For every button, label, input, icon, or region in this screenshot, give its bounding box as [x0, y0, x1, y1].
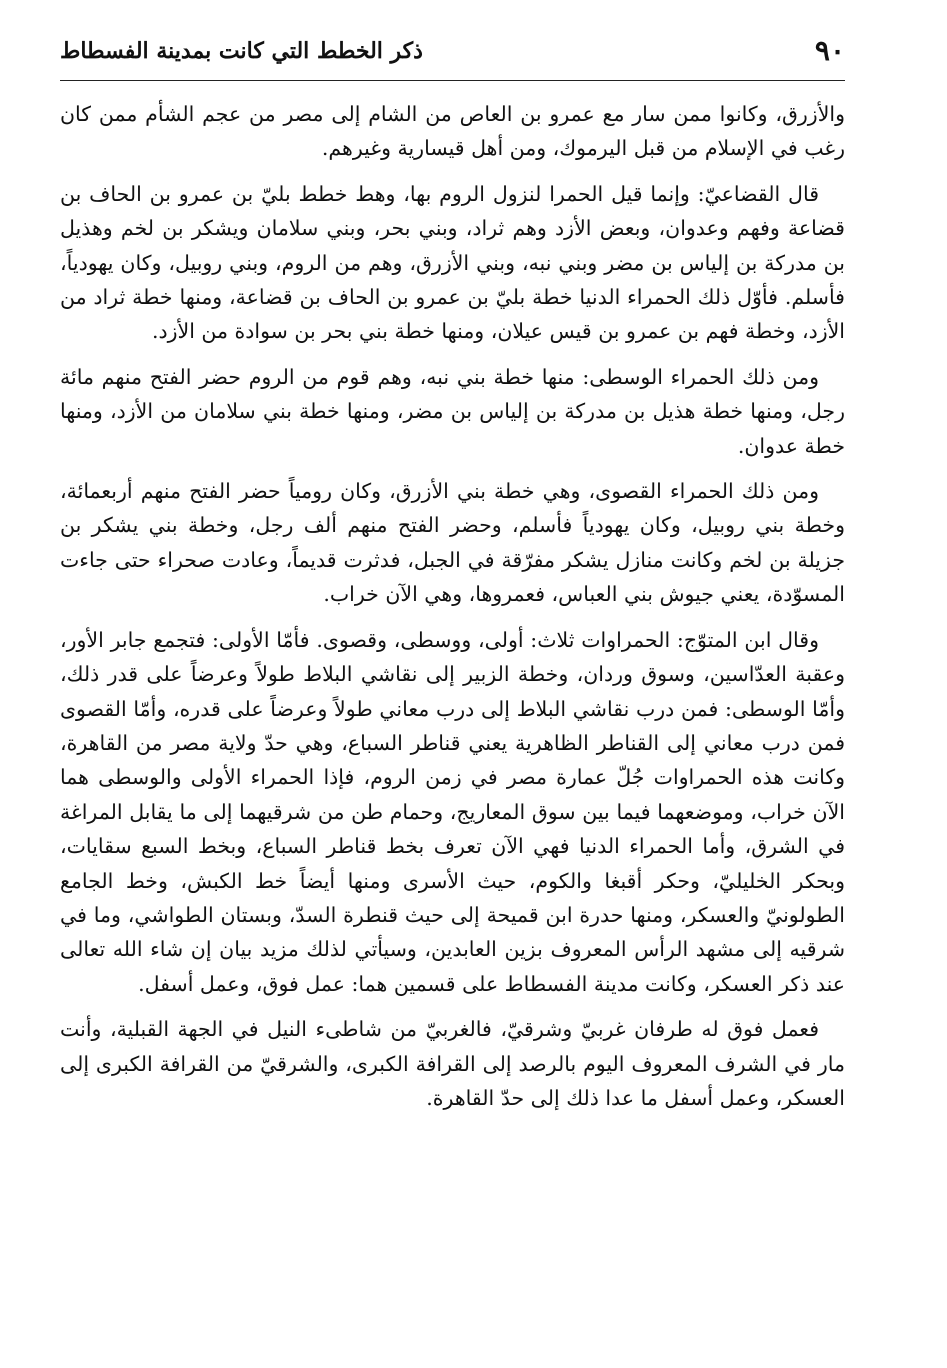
paragraph-3: ومن ذلك الحمراء الوسطى: منها خطة بني نبه، وهم قوم من الروم حضر الفتح منهم مائة رجل، ومنها خطة هذيل بن مدركة بن إلياس بن مضر، ومنها خطة بني سلامان من الأزد، ومنها خطة عدوان. [60, 364, 845, 458]
body-text [60, 97, 845, 1115]
paragraph-4: ومن ذلك الحمراء القصوى، وهي خطة بني الأزرق، وكان رومياً حضر الفتح منهم أربعمائة، وخطة بني روبيل، وكان يهودياً فأسلم، وحضر الفتح منهم ألف رجل، وخطة بني يشكر بن جزيلة بن لخم وكانت منازل يشكر مفرّقة في الجبل، فدثرت قديماً، وعادت صحراء حتى جاءت المسوّدة، يعني جيوش بني العباس، فعمروها، وهي الآن خراب. [60, 479, 845, 607]
running-head [60, 28, 845, 81]
paragraph-1: والأزرق، وكانوا ممن سار مع عمرو بن العاص من الشام إلى مصر من عجم الشأم ممن كان رغب في الإسلام من قبل اليرموك، ومن أهل قيسارية وغيرهم. [60, 102, 845, 161]
running-title: ذكر الخطط التي كانت بمدينة الفسطاط [60, 38, 423, 64]
page-number: ٩٠ [814, 34, 845, 67]
paragraph-6: فعمل فوق له طرفان غربيّ وشرقيّ، فالغربيّ من شاطىء النيل في الجهة القبلية، وأنت مار في الشرف المعروف اليوم بالرصد إلى القرافة الكبرى، والشرقيّ من القرافة الكبرى إلى العسكر، وعمل أسفل ما عدا ذلك إلى حدّ القاهرة. [60, 1017, 845, 1110]
paragraph-2: قال القضاعيّ: وإنما قيل الحمرا لنزول الروم بها، وهط خطط بليّ بن عمرو بن الحاف بن قضاعة وفهم وعدوان، وبعض الأزد وهم ثراد، وبني بحر، وبني سلامان ويشكر بن لخم وهذيل بن مدركة بن إلياس بن مضر وبني نبه، وبني الأزرق، وهم من الروم، وبني روبيل، وكان يهودياً، فأسلم. فأوّل ذلك الحمراء الدنيا خطة بليّ بن عمرو بن الحاف بن قضاعة، ومنها خطة ثراد من الأزد، وخطة فهم بن عمرو بن قيس عيلان، ومنها خطة بني بحر بن سوادة من الأزد. [60, 181, 845, 344]
book-page [60, 28, 845, 1328]
paragraph-5: وقال ابن المتوّج: الحمراوات ثلاث: أولى، ووسطى، وقصوى. فأمّا الأولى: فتجمع جابر الأور، وعقبة العدّاسين، وسوق وردان، وخطة الزبير إلى نقاشي البلاط طولاً وعرضاً على قدر ذلك، وأمّا الوسطى: فمن درب نقاشي البلاط إلى درب معاني طولاً وعرضاً على قدره، وأمّا القصوى فمن درب معاني إلى القناطر الظاهرية يعني قناطر السباع، وهي حدّ ولاية مصر من القاهرة، وكانت هذه الحمراوات جُلّ عمارة مصر في زمن الروم، فإذا الحمراء الأولى والوسطى هما الآن خراب، وموضعهما فيما بين سوق المعاريج، وحمام طن من شرقيهما إلى ما يقابل المراغة في الشرق، وأما الحمراء الدنيا فهي الآن تعرف بخط قناطر السباع، وبخط السبع سقايات، وبحكر الخليليّ، وحكر أقبغا والكوم، حيث الأسرى ومنها أيضاً خط الكبش، وخط الجامع الطولونيّ والعسكر، ومنها حدرة ابن قميحة إلى حيث قنطرة السدّ، وبستان الطواشي، وما في شرقيه إلى مشهد الرأس المعروف بزين العابدين، وسيأتي لذلك مزيد بيان إن شاء الله تعالى عند ذكر العسكر، وكانت مدينة الفسطاط على قسمين هما: عمل فوق، وعمل أسفل. [60, 627, 845, 996]
